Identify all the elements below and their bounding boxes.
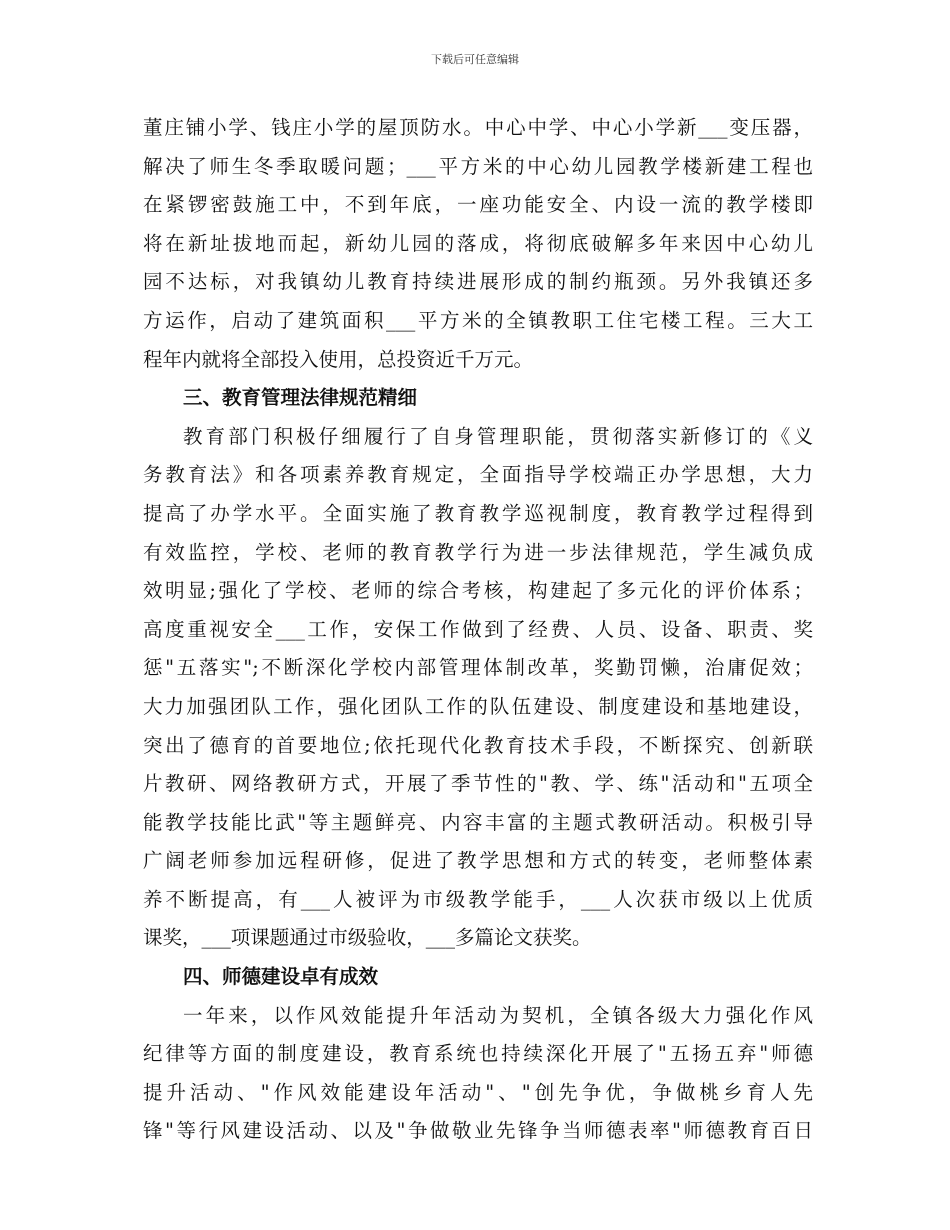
text-line: 惩"五落实";不断深化学校内部管理体制改革，奖勤罚懒，治庸促效； — [143, 656, 813, 680]
text-line: 锋"等行风建设活动、以及"争做敬业先锋争当师德表率"师德教育百日 — [143, 1119, 813, 1143]
text-line: 课奖，___项课题通过市级验收，___多篇论文获奖。 — [143, 926, 592, 950]
text-line: 片教研、网络教研方式，开展了季节性的"教、学、练"活动和"五项全 — [143, 772, 813, 796]
section-heading — [143, 958, 813, 997]
text-line: 解决了师生冬季取暖问题；___平方米的中心幼儿园教学楼新建工程也 — [143, 154, 813, 178]
text-line: 园不达标，对我镇幼儿教育持续进展形成的制约瓶颈。另外我镇还多 — [143, 270, 813, 294]
text-line: 养不断提高，有___人被评为市级教学能手，___人次获市级以上优质 — [143, 887, 813, 911]
text-line: 提升活动、"作风效能建设年活动"、"创先争优，争做桃乡育人先 — [143, 1080, 813, 1104]
text-line: 突出了德育的首要地位;依托现代化教育技术手段，不断探究、创新联 — [143, 733, 813, 757]
paragraph — [143, 418, 813, 958]
text-line: 教育部门积极仔细履行了自身管理职能，贯彻落实新修订的《义 — [183, 424, 813, 448]
paragraph — [143, 109, 813, 379]
text-line: 董庄铺小学、钱庄小学的屋顶防水。中心中学、中心小学新___变压器， — [143, 116, 813, 139]
text-line: 能教学技能比武"等主题鲜亮、内容丰富的主题式教研活动。积极引导 — [143, 810, 813, 834]
text-line: 一年来，以作风效能提升年活动为契机，全镇各级大力强化作风 — [183, 1003, 813, 1027]
text-line: 提高了办学水平。全面实施了教育教学巡视制度，教育教学过程得到 — [143, 501, 813, 525]
text-line: 效明显;强化了学校、老师的综合考核，构建起了多元化的评价体系； — [143, 579, 813, 603]
heading-text: 三、教育管理法律规范精细 — [183, 386, 418, 410]
text-line: 有效监控，学校、老师的教育教学行为进一步法律规范，学生减负成 — [143, 540, 813, 564]
text-line: 大力加强团队工作，强化团队工作的队伍建设、制度建设和基地建设， — [143, 694, 813, 718]
document-body — [143, 109, 813, 1151]
text-line: 高度重视安全___工作，安保工作做到了经费、人员、设备、职责、奖 — [143, 617, 813, 641]
text-line: 在紧锣密鼓施工中，不到年底，一座功能安全、内设一流的教学楼即 — [143, 193, 813, 217]
text-line: 纪律等方面的制度建设，教育系统也持续深化开展了"五扬五弃"师德 — [143, 1042, 813, 1066]
text-line: 程年内就将全部投入使用，总投资近千万元。 — [143, 347, 534, 371]
page-header: 下载后可任意编辑 — [431, 53, 519, 66]
paragraph — [143, 997, 813, 1151]
text-line: 方运作，启动了建筑面积___平方米的全镇教职工住宅楼工程。三大工 — [143, 308, 813, 332]
heading-text: 四、师德建设卓有成效 — [183, 965, 379, 989]
section-heading — [143, 379, 813, 418]
text-line: 将在新址拔地而起，新幼儿园的落成，将彻底破解多年来因中心幼儿 — [143, 231, 813, 255]
text-line: 务教育法》和各项素养教育规定，全面指导学校端正办学思想，大力 — [143, 463, 813, 487]
text-line: 广阔老师参加远程研修，促进了教学思想和方式的转变，老师整体素 — [143, 849, 813, 873]
